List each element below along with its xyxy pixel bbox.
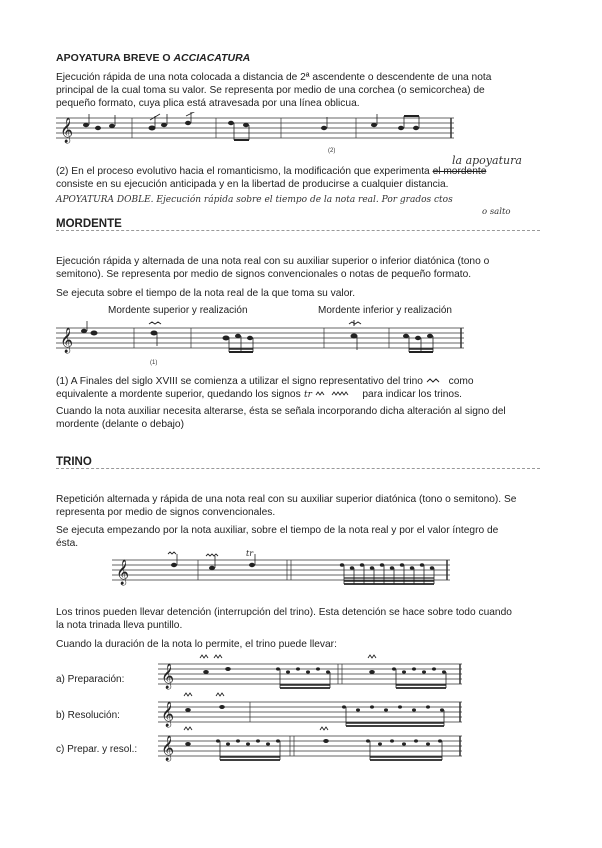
trino-def-line1: Repetición alternada y rápida de una nota real con su auxiliar superior diatónica (tono o semitono). Se (56, 494, 517, 505)
mordente-note2-line2: mordente (delante o debajo) (56, 419, 184, 430)
acciaccatura-staff (56, 112, 456, 156)
mordente-section-title (56, 218, 540, 231)
trino-detention-line1: Los trinos pueden llevar detención (interrupción del trino). Esta detención se hace sobre todo cuando (56, 607, 512, 618)
trino-execution-line2: ésta. (56, 538, 79, 549)
handwritten-o-salto: o salto (482, 207, 511, 217)
svg-text:𝄞: 𝄞 (161, 702, 175, 727)
mordente-note1-line1 (56, 376, 474, 389)
svg-text:𝄞: 𝄞 (161, 664, 175, 689)
trino-def-line2: representa por medio de signos convencionales. (56, 507, 276, 518)
trino-prep-resol-label: c) Prepar. y resol.: (56, 744, 138, 755)
mordente-note1-line2 (56, 389, 462, 402)
mordente-inferior-label: Mordente inferior y realización (318, 305, 452, 316)
handwritten-apoyatura-doble: APOYATURA DOBLE. Ejecución rápida sobre el tiempo de la nota real. Por grados ctos (56, 195, 453, 205)
svg-text:𝄞: 𝄞 (60, 328, 74, 353)
mordente-note2-line1: Cuando la nota auxiliar necesita alterarse, ésta se señala incorporando dicha alteración al signo del (56, 406, 506, 417)
mordente-note1-text: (1) A Finales del siglo XVIII se comienza a utilizar el signo representativo del trino (56, 376, 423, 387)
mordente-title-text: MORDENTE (56, 218, 122, 230)
svg-text:𝄞: 𝄞 (116, 560, 130, 585)
mordente-note1-line2-end: para indicar los trinos. (362, 389, 463, 400)
trino-execution-line1: Se ejecuta empezando por la nota auxiliar, sobre el tiempo de la nota real y por el valor íntegro de (56, 525, 499, 536)
acciaccatura-note-a-strike: el mordente (432, 166, 487, 177)
acciaccatura-title (56, 52, 250, 65)
acciaccatura-title-italic: ACCIACATURA (173, 52, 251, 64)
trill-wavy-sign-icon (426, 377, 446, 385)
svg-text:tr: tr (303, 390, 312, 400)
trino-preparation-label: a) Preparación: (56, 674, 125, 685)
trino-section-title (56, 456, 540, 469)
acciaccatura-note-a (56, 166, 486, 179)
mordente-def-line2: semitono). Se representa por medio de signos convencionales o notas de pequeño formato. (56, 269, 472, 280)
handwritten-insert: la apoyatura (452, 154, 522, 167)
trino-title-text: TRINO (56, 456, 92, 468)
svg-text:𝄞: 𝄞 (60, 118, 74, 143)
mordente-note1-line2-text: equivalente a mordente superior, quedando los signos (56, 389, 301, 400)
acciaccatura-note-b: consiste en su ejecución anticipada y en la libertad de producirse a cualquier distancia. (56, 179, 449, 190)
acciaccatura-def-line2: principal de la cual toma su valor. Se representa por medio de una corchea (o semicorchea) de (56, 85, 485, 96)
trino-detention-line2: la nota trinada lleva puntillo. (56, 620, 183, 631)
trino-staff (112, 550, 452, 594)
trill-signs-icon (304, 389, 360, 399)
acciaccatura-def-line1: Ejecución rápida de una nota colocada a distancia de 2ª ascendente o descendente de una nota (56, 72, 492, 83)
mordente-staff (56, 320, 466, 368)
svg-text:(2): (2) (328, 148, 336, 154)
trino-options-intro: Cuando la duración de la nota lo permite, el trino puede llevar: (56, 639, 337, 650)
trino-prep-resol-staff (158, 724, 464, 764)
trino-preparation-staff (158, 652, 464, 694)
mordente-execution: Se ejecuta sobre el tiempo de la nota real de la que toma su valor. (56, 288, 356, 299)
trino-resolution-label: b) Resolución: (56, 710, 120, 721)
mordente-superior-label: Mordente superior y realización (108, 305, 248, 316)
svg-text:(1): (1) (150, 360, 158, 366)
acciaccatura-def-line3: pequeño formato, cuya plica está atravesada por una línea oblicua. (56, 98, 360, 109)
mordente-def-line1: Ejecución rápida y alternada de una nota real con su auxiliar superior o inferior diatónica (tono o (56, 256, 490, 267)
mordente-note1-end: como (448, 376, 474, 387)
svg-text:𝄞: 𝄞 (161, 736, 175, 761)
acciaccatura-note-a-text: (2) En el proceso evolutivo hacia el romanticismo, la modificación que experimenta (56, 166, 433, 177)
acciaccatura-title-bold: APOYATURA BREVE O (56, 52, 174, 64)
svg-text:tr: tr (246, 550, 254, 558)
